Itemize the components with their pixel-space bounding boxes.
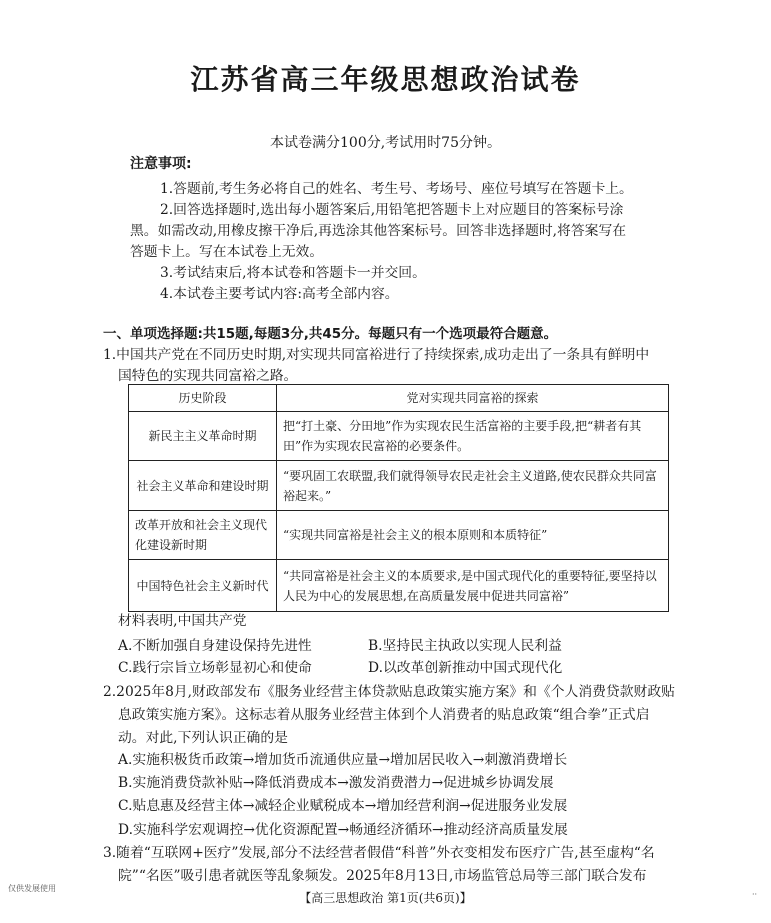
table-row	[129, 412, 669, 461]
q1-option-b: B.坚持民主执政以实现人民利益	[368, 638, 562, 654]
page-footer: 【高三思想政治 第1页(共6页)】	[299, 891, 472, 905]
section-heading: 一、单项选择题:共15题,每题3分,共45分。每题只有一个选项最符合题意。	[103, 326, 558, 342]
side-note: 仅供发展使用	[8, 884, 56, 893]
table-cell-stage: 中国特色社会主义新时代	[129, 560, 277, 612]
q1-stem-line: 1.中国共产党在不同历史时期,对实现共同富裕进行了持续探索,成功走出了一条具有鲜明中	[103, 347, 650, 363]
notice-line: 1.答题前,考生务必将自己的姓名、考生号、考场号、座位号填写在答题卡上。	[160, 181, 633, 197]
table-header: 党对实现共同富裕的探索	[277, 385, 669, 412]
q2-stem-line: 2.2025年8月,财政部发布《服务业经营主体贷款贴息政策实施方案》和《个人消费贷款财政贴	[103, 684, 675, 700]
q2-option-a: A.实施积极货币政策→增加货币流通供应量→增加居民收入→刺激消费增长	[118, 752, 568, 768]
exam-subtitle: 本试卷满分100分,考试用时75分钟。	[270, 135, 501, 151]
table-cell-content: 把“打土豪、分田地”作为实现农民生活富裕的主要手段,把“耕者有其田”作为实现农民富裕的必要条件。	[277, 412, 669, 461]
q1-option-a: A.不断加强自身建设保持先进性	[118, 638, 312, 654]
q3-stem-line: 院”“名医”吸引患者就医等乱象频发。2025年8月13日,市场监管总局等三部门联合发布	[118, 868, 647, 884]
q2-option-b: B.实施消费贷款补贴→降低消费成本→激发消费潜力→促进城乡协调发展	[118, 775, 554, 791]
table-row	[129, 511, 669, 560]
table-row	[129, 560, 669, 612]
q1-option-c: C.践行宗旨立场彰显初心和使命	[118, 660, 312, 676]
notice-line: 2.回答选择题时,选出每小题答案后,用铅笔把答题卡上对应题目的答案标号涂	[160, 202, 624, 218]
notice-heading: 注意事项:	[130, 156, 192, 172]
table-row	[129, 461, 669, 511]
notice-line: 黑。如需改动,用橡皮擦干净后,再选涂其他答案标号。回答非选择题时,将答案写在	[130, 223, 627, 239]
q1-option-d: D.以改革创新推动中国式现代化	[368, 660, 563, 676]
notice-line: 答题卡上。写在本试卷上无效。	[130, 244, 324, 260]
q1-lead: 材料表明,中国共产党	[118, 613, 247, 629]
q1-stem-line: 国特色的实现共同富裕之路。	[118, 368, 298, 384]
table-cell-stage: 新民主主义革命时期	[129, 412, 277, 461]
q2-option-d: D.实施科学宏观调控→优化资源配置→畅通经济循环→推动经济高质量发展	[118, 822, 568, 838]
table-cell-content: “共同富裕是社会主义的本质要求,是中国式现代化的重要特征,要坚持以人民为中心的发展思想,在高质量发展中促进共同富裕”	[277, 560, 669, 612]
corner-mark: ··	[752, 890, 758, 899]
table-cell-content: “要巩固工农联盟,我们就得领导农民走社会主义道路,使农民群众共同富裕起来。”	[277, 461, 669, 511]
notice-line: 3.考试结束后,将本试卷和答题卡一并交回。	[160, 265, 426, 281]
table-cell-content: “实现共同富裕是社会主义的根本原则和本质特征”	[277, 511, 669, 560]
q3-stem-line: 3.随着“互联网+医疗”发展,部分不法经营者假借“科普”外衣变相发布医疗广告,甚至虚构“名	[103, 845, 655, 861]
notice-line: 4.本试卷主要考试内容:高考全部内容。	[160, 286, 399, 302]
table-cell-stage: 改革开放和社会主义现代化建设新时期	[129, 511, 277, 560]
page-title: 江苏省高三年级思想政治试卷	[190, 63, 581, 96]
table-header-row	[129, 385, 669, 412]
history-table	[128, 384, 669, 612]
q2-option-c: C.贴息惠及经营主体→减轻企业赋税成本→增加经营利润→促进服务业发展	[118, 798, 568, 814]
q2-stem-line: 息政策实施方案》。这标志着从服务业经营主体到个人消费者的贴息政策“组合拳”正式启	[118, 707, 650, 723]
table-cell-stage: 社会主义革命和建设时期	[129, 461, 277, 511]
table-header: 历史阶段	[129, 385, 277, 412]
q2-stem-line: 动。对此,下列认识正确的是	[118, 730, 288, 746]
